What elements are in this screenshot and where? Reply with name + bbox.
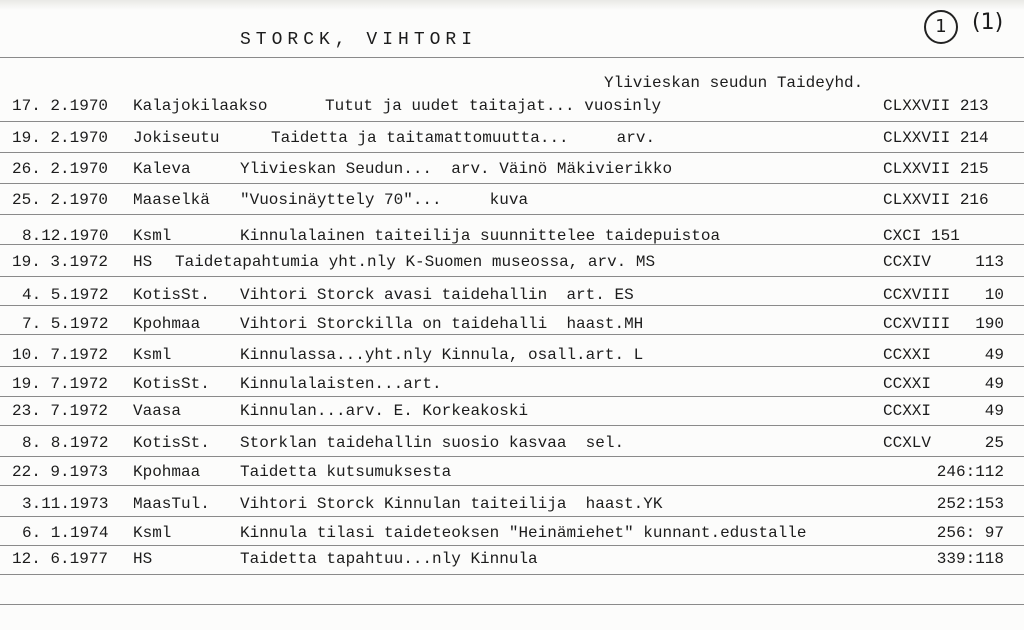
entry-reference: CCXLV — [883, 434, 932, 452]
entry-source: Jokiseutu — [133, 129, 220, 147]
entry-description: Vihtori Storck avasi taidehallin art. ES — [240, 286, 634, 304]
entry-source: HS — [133, 253, 153, 271]
entry-page: 246:112 — [936, 463, 1004, 481]
entry-page: 339:118 — [936, 550, 1004, 568]
entry-date: 25. 2.1970 — [12, 191, 109, 209]
row-rule — [0, 485, 1024, 486]
entry-page: 10 — [984, 286, 1004, 304]
entry-date: 23. 7.1972 — [12, 402, 109, 420]
list-item — [0, 342, 1024, 368]
card-title: STORCK, VIHTORI — [240, 30, 478, 50]
row-rule — [0, 121, 1024, 122]
entry-source: Kaleva — [133, 160, 191, 178]
row-rule — [0, 604, 1024, 605]
entry-reference: CLXXVII 213 — [883, 97, 989, 115]
entry-source: KotisSt. — [133, 375, 210, 393]
entry-description: Taidetta ja taitamattomuutta... arv. — [271, 129, 656, 147]
entry-date: 7. 5.1972 — [22, 315, 109, 333]
list-item — [0, 459, 1024, 485]
circled-number-mark: 1 — [924, 10, 958, 44]
entry-source: Kalajokilaakso — [133, 97, 268, 115]
entry-date: 19. 2.1970 — [12, 129, 109, 147]
entry-reference: CCXVIII — [883, 286, 951, 304]
list-item — [0, 491, 1024, 517]
entry-reference: CCXIV — [883, 253, 932, 271]
entry-description: Vihtori Storckilla on taidehalli haast.MH — [240, 315, 644, 333]
entry-description: Kinnulalaisten...art. — [240, 375, 442, 393]
entry-description: Kinnulan...arv. E. Korkeakoski — [240, 402, 529, 420]
entry-source: Kpohmaa — [133, 315, 201, 333]
entry-description: "Vuosinäyttely 70"... kuva — [240, 191, 529, 209]
entry-source: KotisSt. — [133, 286, 210, 304]
entry-source: Ksml — [133, 227, 172, 245]
row-rule — [0, 425, 1024, 426]
list-item — [0, 125, 1024, 151]
entry-date: 6. 1.1974 — [22, 524, 109, 542]
entry-description: Vihtori Storck Kinnulan taiteilija haast.YK — [240, 495, 663, 513]
entry-reference: CLXXVII 214 — [883, 129, 989, 147]
entry-date: 19. 7.1972 — [12, 375, 109, 393]
parenthesized-number-mark: (1) — [972, 10, 1004, 35]
entry-description: Kinnula tilasi taideteoksen "Heinämiehet" kunnant.edustalle — [240, 524, 807, 542]
entry-reference: CXCI 151 — [883, 227, 960, 245]
entry-page: 190 — [975, 315, 1004, 333]
list-item — [0, 398, 1024, 424]
entry-page: 252:153 — [936, 495, 1004, 513]
entry-source: HS — [133, 550, 153, 568]
row-rule — [0, 214, 1024, 215]
entry-source: Kpohmaa — [133, 463, 201, 481]
entry-description: Taidetta tapahtuu...nly Kinnula — [240, 550, 538, 568]
row-rule — [0, 152, 1024, 153]
list-item — [0, 311, 1024, 337]
list-item — [0, 430, 1024, 456]
entry-page: 49 — [984, 346, 1004, 364]
entry-date: 22. 9.1973 — [12, 463, 109, 481]
header-rule — [0, 57, 1024, 58]
entry-date: 3.11.1973 — [22, 495, 109, 513]
entry-page: 113 — [975, 253, 1004, 271]
entry-date: 17. 2.1970 — [12, 97, 109, 115]
entry-description: Taidetapahtumia yht.nly K-Suomen museossa, arv. MS — [175, 253, 656, 271]
card-top-edge — [0, 0, 1024, 10]
list-item — [0, 520, 1024, 546]
entry-source: MaasTul. — [133, 495, 210, 513]
entry-source: Vaasa — [133, 402, 182, 420]
entry-source: Maaselkä — [133, 191, 210, 209]
entry-date: 26. 2.1970 — [12, 160, 109, 178]
entry-description: Kinnulalainen taiteilija suunnittelee taidepuistoa — [240, 227, 721, 245]
entry-source: Ksml — [133, 524, 172, 542]
list-item — [0, 282, 1024, 308]
entry-date: 4. 5.1972 — [22, 286, 109, 304]
row-rule — [0, 456, 1024, 457]
list-item — [0, 223, 1024, 249]
entry-description: Taidetta kutsumuksesta — [240, 463, 452, 481]
entry-reference: CCXVIII — [883, 315, 951, 333]
list-item — [0, 156, 1024, 182]
subheading: Ylivieskan seudun Taideyhd. — [604, 74, 864, 92]
entry-description: Ylivieskan Seudun... arv. Väinö Mäkivierikko — [240, 160, 673, 178]
entry-source: KotisSt. — [133, 434, 210, 452]
entry-page: 25 — [984, 434, 1004, 452]
list-item — [0, 371, 1024, 397]
list-item — [0, 187, 1024, 213]
list-item — [0, 93, 1024, 119]
entry-date: 10. 7.1972 — [12, 346, 109, 364]
list-item — [0, 546, 1024, 572]
entry-page: 256: 97 — [936, 524, 1004, 542]
entry-page: 49 — [984, 375, 1004, 393]
entry-date: 8. 8.1972 — [22, 434, 109, 452]
row-rule — [0, 276, 1024, 277]
row-rule — [0, 574, 1024, 575]
entry-description: Tutut ja uudet taitajat... vuosinly — [325, 97, 662, 115]
row-rule — [0, 183, 1024, 184]
list-item — [0, 249, 1024, 275]
entry-description: Storklan taidehallin suosio kasvaa sel. — [240, 434, 625, 452]
entry-date: 19. 3.1972 — [12, 253, 109, 271]
entry-reference: CLXXVII 216 — [883, 191, 989, 209]
entry-reference: CCXXI — [883, 346, 932, 364]
entry-page: 49 — [984, 402, 1004, 420]
entry-reference: CCXXI — [883, 402, 932, 420]
entry-date: 8.12.1970 — [22, 227, 109, 245]
entry-date: 12. 6.1977 — [12, 550, 109, 568]
entry-reference: CLXXVII 215 — [883, 160, 989, 178]
entry-reference: CCXXI — [883, 375, 932, 393]
entry-source: Ksml — [133, 346, 172, 364]
entry-description: Kinnulassa...yht.nly Kinnula, osall.art. L — [240, 346, 644, 364]
